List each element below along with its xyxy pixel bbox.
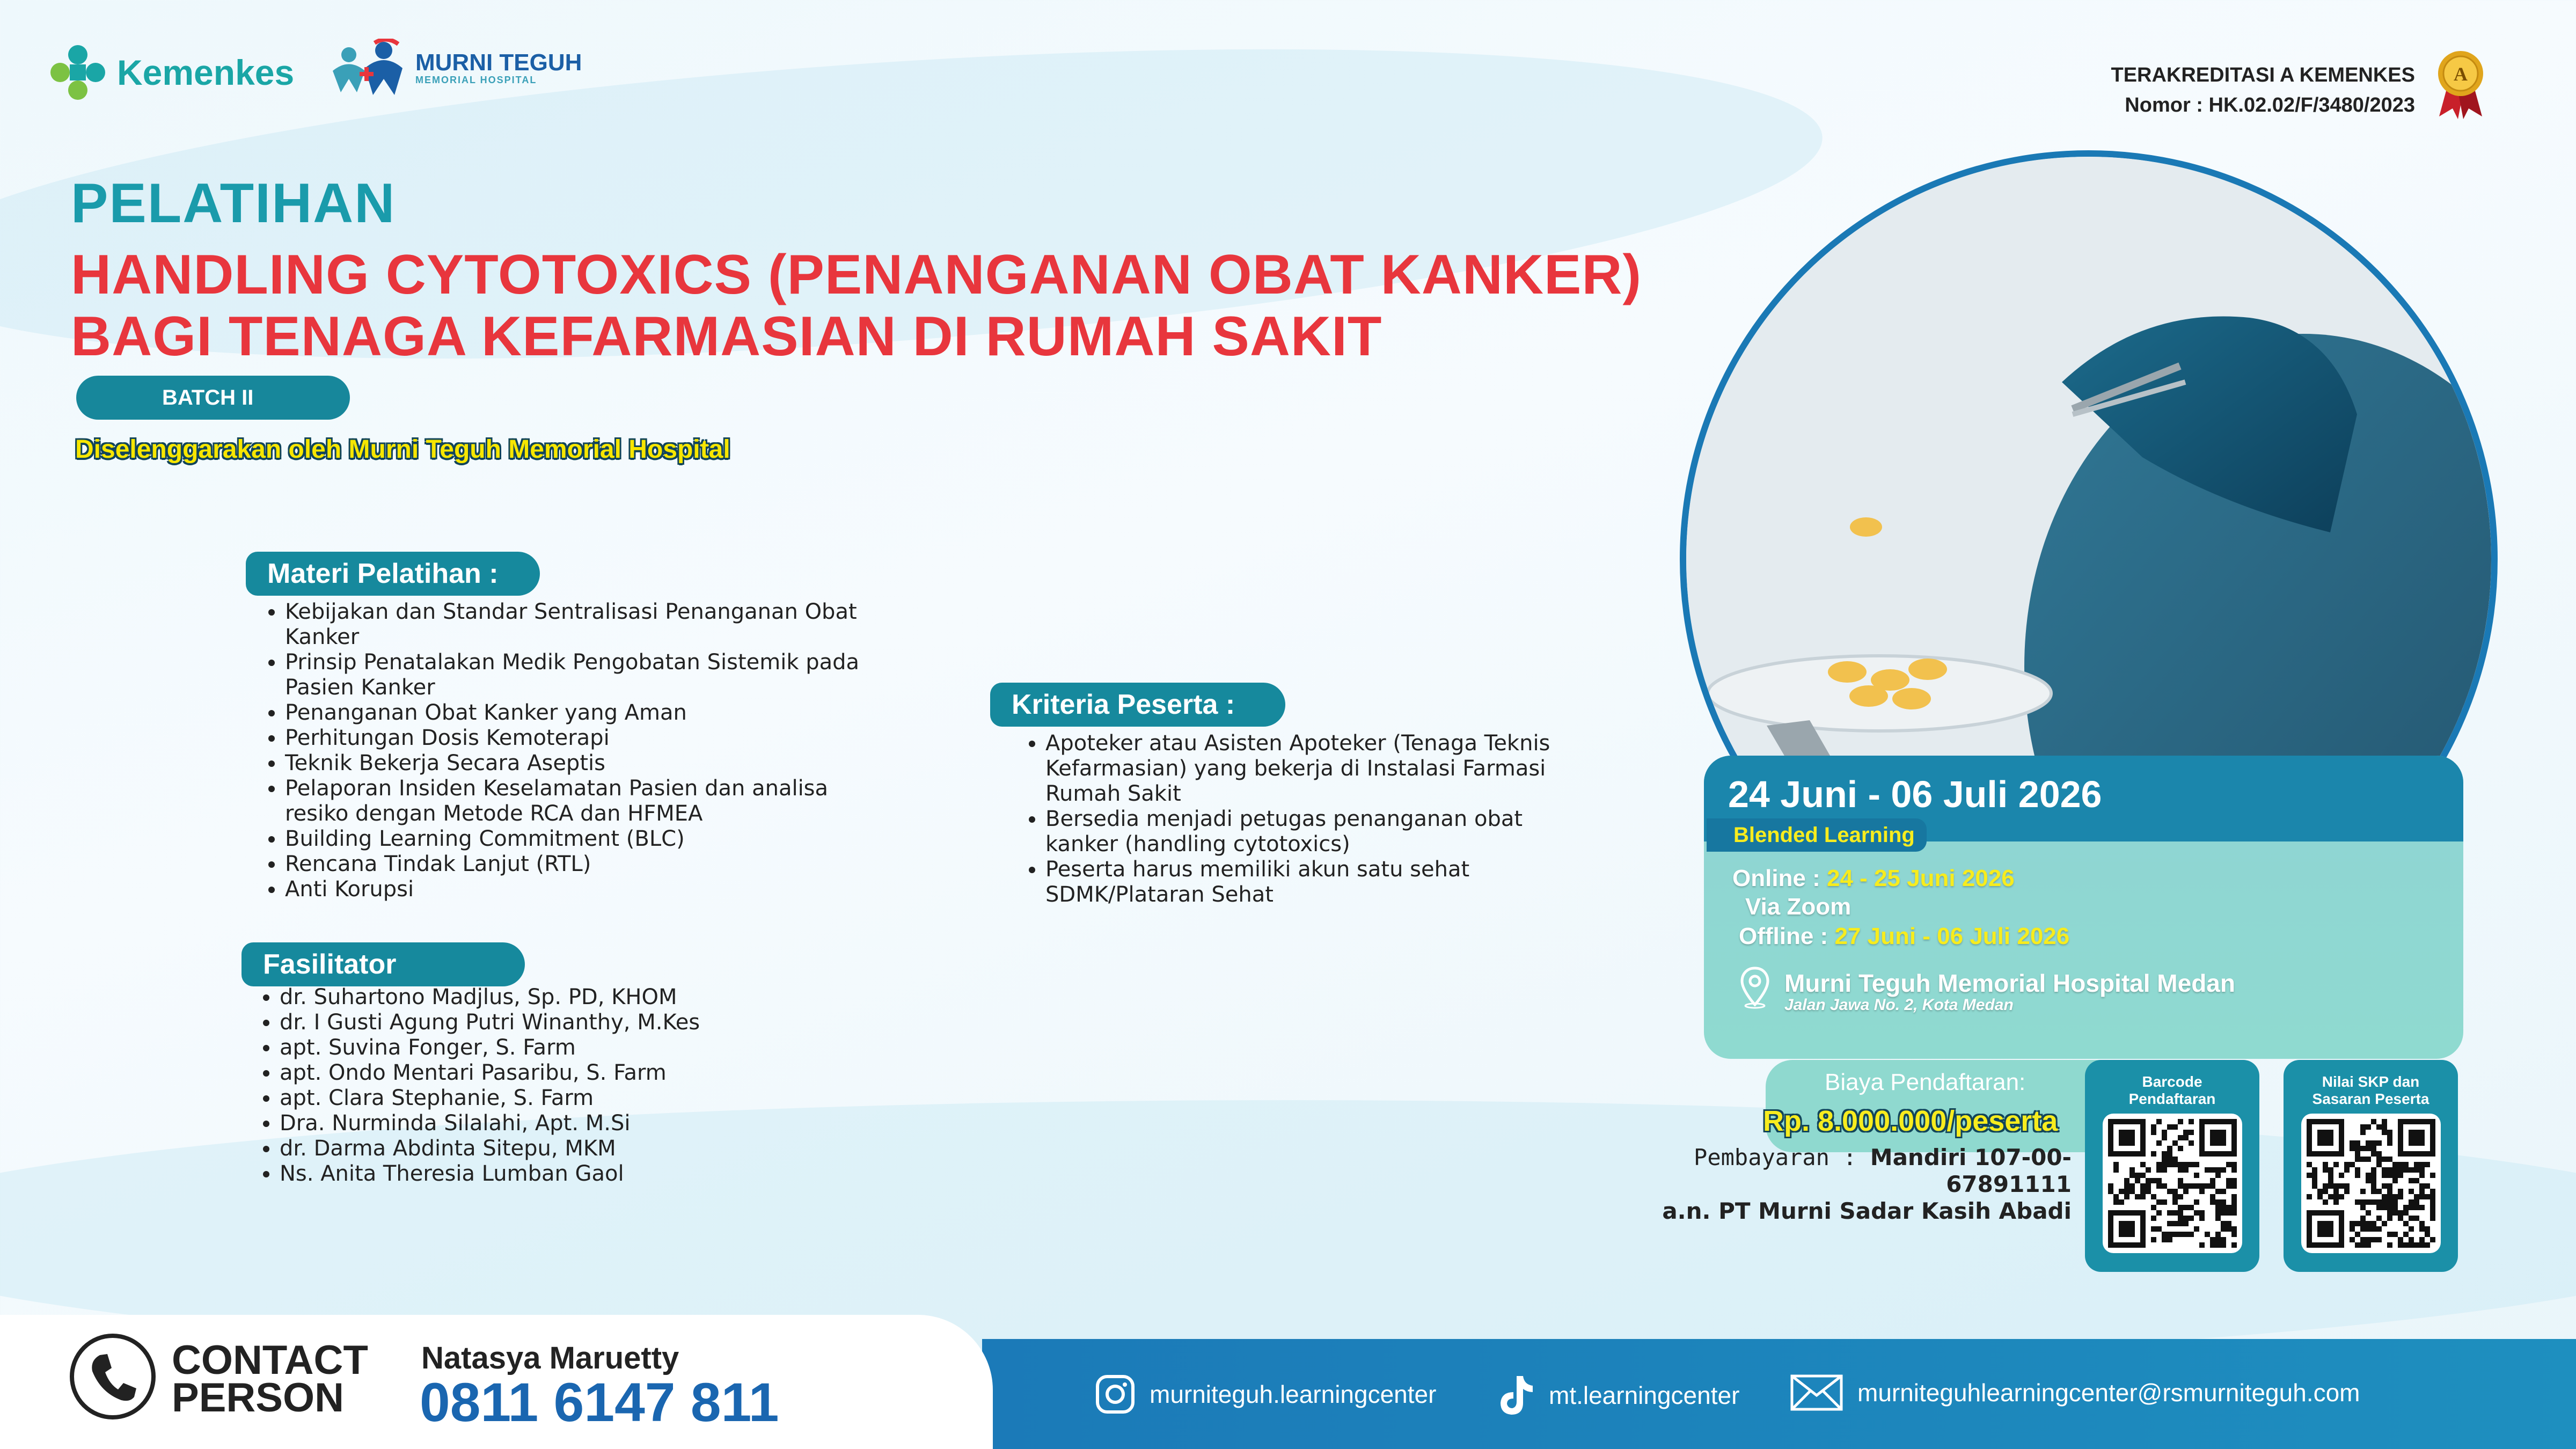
phone-icon (70, 1334, 156, 1419)
hospital-logo-subtitle: MEMORIAL HOSPITAL (415, 74, 537, 85)
payment-account: Mandiri 107-00-67891111 (1870, 1144, 2072, 1197)
hospital-logo (327, 33, 582, 103)
fasilitator-list-item: • apt. Clara Stephanie, S. Farm (280, 1086, 894, 1111)
instagram-link[interactable] (1095, 1374, 1436, 1415)
fee-label: Biaya Pendaftaran: (1825, 1069, 2026, 1095)
materi-list-item: • Kebijakan dan Standar Sentralisasi Penanganan Obat Kanker (285, 599, 888, 650)
email-address: murniteguhlearningcenter@rsmurniteguh.com (1857, 1379, 2360, 1407)
medal-letter: A (2454, 63, 2468, 85)
contact-phone-number[interactable]: 0811 6147 811 (420, 1372, 779, 1433)
contact-person-label (172, 1337, 368, 1421)
online-dates: 24 - 25 Juni 2026 (1827, 865, 2015, 891)
materi-list-item: • Perhitungan Dosis Kemoterapi (285, 726, 888, 751)
title-kicker: PELATIHAN (71, 172, 396, 235)
contact-label-line2: PERSON (172, 1375, 344, 1421)
materi-section (255, 599, 888, 902)
email-link[interactable] (1790, 1374, 2360, 1411)
skp-qr-icon (2301, 1114, 2441, 1253)
payment-holder: a.n. PT Murni Sadar Kasih Abadi (1662, 1198, 2072, 1224)
offline-dates: 27 Juni - 06 Juli 2026 (1834, 923, 2070, 949)
event-date-range: 24 Juni - 06 Juli 2026 (1728, 773, 2102, 815)
location-pin-icon (1739, 966, 1771, 1009)
materi-list-item: • Penanganan Obat Kanker yang Aman (285, 700, 888, 726)
email-icon (1790, 1374, 1843, 1411)
online-label: Online : (1732, 865, 1827, 891)
fasilitator-section (250, 985, 894, 1187)
materi-list-item: • Teknik Bekerja Secara Aseptis (285, 751, 888, 776)
kriteria-section (1015, 731, 1584, 908)
fasilitator-list-item: • dr. Darma Abdinta Sitepu, MKM (280, 1136, 894, 1161)
fasilitator-list-item: • dr. I Gusti Agung Putri Winanthy, M.Kes (280, 1010, 894, 1035)
kriteria-list (1015, 731, 1584, 908)
fasilitator-list-item: • Ns. Anita Theresia Lumban Gaol (280, 1161, 894, 1187)
registration-qr-icon (2103, 1114, 2242, 1253)
skp-qr-label (2284, 1073, 2458, 1108)
instagram-handle: murniteguh.learningcenter (1150, 1380, 1437, 1408)
fee-value: Rp. 8.000.000/peserta (1763, 1105, 2058, 1137)
online-schedule (1732, 865, 2015, 892)
instagram-icon (1095, 1374, 1136, 1415)
accreditation-medal-icon (2434, 49, 2487, 119)
kemenkes-logo (48, 43, 294, 102)
materi-heading: Materi Pelatihan : (246, 552, 540, 596)
registration-qr-code[interactable] (2103, 1114, 2242, 1253)
phone-handset-icon (74, 1338, 151, 1415)
batch-badge: BATCH II (76, 376, 350, 420)
fasilitator-list (250, 985, 894, 1187)
fasilitator-list-item: • Dra. Nurminda Silalahi, Apt. M.Si (280, 1111, 894, 1136)
materi-list-item: • Rencana Tindak Lanjut (RTL) (285, 852, 888, 877)
tiktok-handle: mt.learningcenter (1549, 1381, 1740, 1409)
kriteria-list-item: • Apoteker atau Asisten Apoteker (Tenaga Teknis Kefarmasian) yang bekerja di Instalasi Farmasi Rumah Sakit (1045, 731, 1584, 807)
contact-label-line1: CONTACT (172, 1337, 368, 1383)
tiktok-icon (1497, 1374, 1535, 1417)
event-mode-badge: Blended Learning (1707, 818, 1927, 852)
contact-name: Natasya Maruetty (421, 1341, 679, 1375)
accreditation-number: Nomor : HK.02.02/F/3480/2023 (2125, 94, 2415, 116)
venue-name: Murni Teguh Memorial Hospital Medan (1784, 969, 2235, 997)
accreditation-line1: TERAKREDITASI A KEMENKES (2111, 64, 2415, 86)
materi-list-item: • Pelaporan Insiden Keselamatan Pasien dan analisa resiko dengan Metode RCA dan HFMEA (285, 776, 888, 826)
accreditation-text (2111, 60, 2415, 120)
fasilitator-list-item: • apt. Ondo Mentari Pasaribu, S. Farm (280, 1060, 894, 1086)
fasilitator-list-item: • dr. Suhartono Madjlus, Sp. PD, KHOM (280, 985, 894, 1010)
kriteria-list-item: • Bersedia menjadi petugas penanganan obat kanker (handling cytotoxics) (1045, 807, 1584, 857)
venue-address: Jalan Jawa No. 2, Kota Medan (1784, 996, 2014, 1014)
payment-label: Pembayaran : (1694, 1144, 1870, 1170)
offline-label: Offline : (1739, 923, 1835, 949)
materi-list (255, 599, 888, 902)
skp-qr-label-line1: Nilai SKP dan (2322, 1073, 2420, 1090)
kriteria-heading: Kriteria Peserta : (990, 683, 1285, 727)
fasilitator-list-item: • apt. Suvina Fonger, S. Farm (280, 1035, 894, 1060)
skp-qr-label-line2: Sasaran Peserta (2312, 1091, 2429, 1107)
registration-qr-label-line1: Barcode (2142, 1073, 2202, 1090)
organizer-text: Diselenggarakan oleh Murni Teguh Memorial Hospital (75, 435, 730, 464)
kemenkes-cross-icon (48, 43, 107, 102)
hospital-people-icon (327, 39, 408, 98)
materi-list-item: • Prinsip Penatalakan Medik Pengobatan Sistemik pada Pasien Kanker (285, 650, 888, 700)
kemenkes-logo-text: Kemenkes (117, 53, 295, 92)
fasilitator-heading: Fasilitator (241, 942, 525, 986)
tiktok-link[interactable] (1497, 1374, 1739, 1417)
skp-qr-code[interactable] (2301, 1114, 2441, 1253)
page-title (71, 244, 1642, 368)
materi-list-item: • Building Learning Commitment (BLC) (285, 826, 888, 852)
registration-qr-label-line2: Pendaftaran (2128, 1091, 2216, 1107)
title-line2: BAGI TENAGA KEFARMASIAN DI RUMAH SAKIT (71, 305, 1382, 368)
kriteria-list-item: • Peserta harus memiliki akun satu sehat SDMK/Plataran Sehat (1045, 857, 1584, 908)
hospital-logo-name: MURNI TEGUH (415, 49, 582, 76)
offline-schedule (1739, 923, 2069, 950)
title-line1: HANDLING CYTOTOXICS (PENANGANAN OBAT KANKER) (71, 244, 1642, 306)
online-via: Via Zoom (1745, 894, 1851, 920)
payment-info (1589, 1144, 2072, 1225)
registration-qr-label (2085, 1073, 2259, 1108)
materi-list-item: • Anti Korupsi (285, 877, 888, 902)
